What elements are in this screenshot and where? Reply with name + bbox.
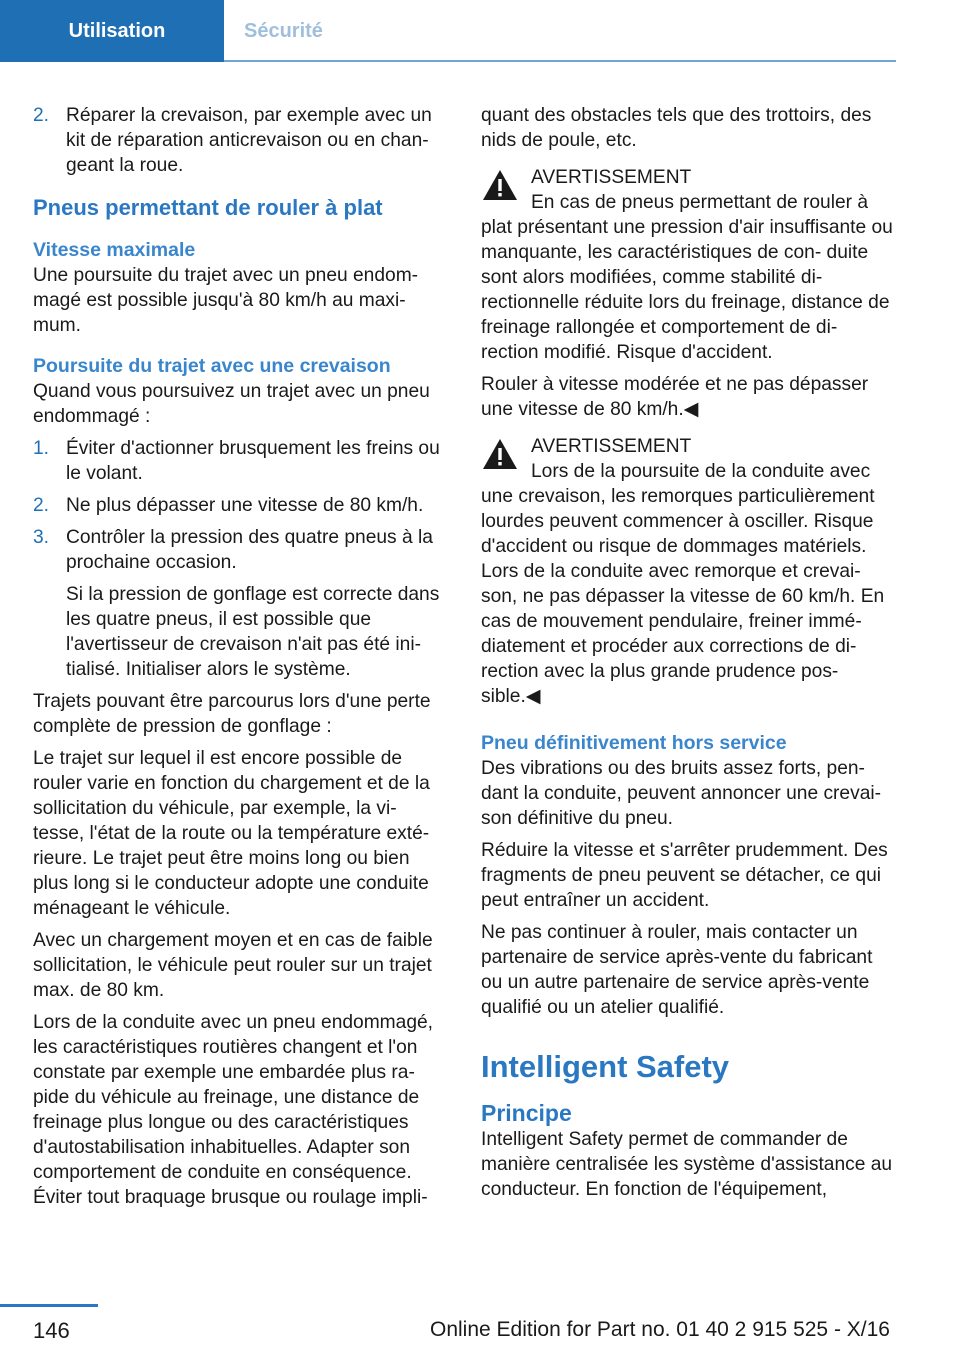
list-subtext: Si la pression de gonflage est correcte dans les quatre pneus, il est possible que l'avertisseur de crevaison n'ait pas été ini‐ tialisé. Initialiser alors le système. bbox=[66, 584, 440, 680]
paragraph: Réduire la vitesse et s'arrêter prudemment. Des fragments de pneu peuvent se détacher, ce qui peut entraîner un accident. bbox=[481, 840, 888, 911]
list-item bbox=[33, 525, 447, 682]
header-tabs bbox=[0, 0, 896, 62]
paragraph: Lors de la conduite avec un pneu endommagé, les caractéristiques routières changent et l'on constate par exemple une embardée plus ra‐ pide du véhicule au freinage, une distance de freinage plus longue ou des caractéristiques d'autostabilisation inhabituelles. Adapter son comportement de conduite en conséquence. Éviter tout braquage brusque ou roulage impli‐ bbox=[33, 1012, 434, 1208]
paragraph: Avec un chargement moyen et en cas de faible sollicitation, le véhicule peut rouler sur un trajet max. de 80 km. bbox=[33, 930, 433, 1001]
header-rule bbox=[224, 60, 896, 62]
paragraph: Des vibrations ou des bruits assez forts, pen‐ dant la conduite, peuvent annoncer une crevai‐ son définitive du pneu. bbox=[481, 758, 882, 829]
warning-block bbox=[481, 165, 895, 365]
list-number: 1. bbox=[33, 438, 50, 459]
chapter-heading: Intelligent Safety bbox=[481, 1049, 730, 1084]
list-text: Contrôler la pression des quatre pneus à la prochaine occasion. bbox=[66, 527, 433, 573]
paragraph: quant des obstacles tels que des trottoirs, des nids de poule, etc. bbox=[481, 105, 872, 151]
list-item bbox=[33, 103, 447, 178]
warning-block bbox=[481, 434, 895, 709]
paragraph: Une poursuite du trajet avec un pneu endom‐ magé est possible jusqu'à 80 km/h au maxi‐ mum. bbox=[33, 265, 419, 336]
tab-securite[interactable]: Sécurité bbox=[244, 19, 323, 42]
warning-title: AVERTISSEMENT bbox=[531, 167, 692, 188]
warning-text: En cas de pneus permettant de rouler à bbox=[531, 192, 869, 213]
left-column bbox=[33, 103, 447, 1217]
page-number: 146 bbox=[33, 1318, 70, 1343]
warning-triangle-icon bbox=[481, 168, 519, 202]
subsection-heading: Pneu définitivement hors service bbox=[481, 732, 787, 754]
warning-text: plat présentant une pression d'air insuffisante ou manquante, les caractéristiques de con‐ duite sont alors modifiées, comme stabilité di‐ rectionnelle réduite lors du freinage, distance de freinage rallongée et comportement de di‐ rection modifié. Risque d'accident. bbox=[481, 217, 893, 363]
right-column bbox=[481, 103, 895, 1209]
list-number: 2. bbox=[33, 495, 50, 516]
paragraph: Rouler à vitesse modérée et ne pas dépasser une vitesse de 80 km/h.◀ bbox=[481, 374, 869, 420]
list-text: Ne plus dépasser une vitesse de 80 km/h. bbox=[66, 495, 424, 516]
subsection-heading: Vitesse maximale bbox=[33, 239, 196, 261]
paragraph: Quand vous poursuivez un trajet avec un pneu endommagé : bbox=[33, 381, 430, 427]
list-number: 2. bbox=[33, 105, 50, 126]
subsection-heading: Poursuite du trajet avec une crevaison bbox=[33, 355, 391, 377]
paragraph: Ne pas continuer à rouler, mais contacter un partenaire de service après-vente du fabricant ou un autre partenaire de service après-vente qualifié ou un atelier qualifié. bbox=[481, 922, 873, 1018]
list-item bbox=[33, 436, 447, 486]
tab-utilisation[interactable]: Utilisation bbox=[0, 0, 224, 62]
warning-text: Lors de la poursuite de la conduite avec bbox=[531, 461, 871, 482]
footer-rule bbox=[0, 1304, 98, 1307]
section-heading: Pneus permettant de rouler à plat bbox=[33, 195, 383, 220]
paragraph: Intelligent Safety permet de commander de manière centralisée les système d'assistance au conducteur. En fonction de l'équipement, bbox=[481, 1129, 893, 1200]
section-heading: Principe bbox=[481, 1100, 572, 1126]
warning-title: AVERTISSEMENT bbox=[531, 436, 692, 457]
edition-note: Online Edition for Part no. 01 40 2 915 525 - X/16 bbox=[430, 1318, 890, 1341]
warning-text: une crevaison, les remorques particulièrement lourdes peuvent commencer à osciller. Risque d'accident ou risque de dommages matériels. Lors de la conduite avec remorque et crevai‐ son, ne pas dépasser la vitesse de 60 km/h. En cas de mouvement pendulaire, freiner immé‐ diatement et procéder aux corrections de di‐ rection avec la plus grande prudence pos‐ sible.◀ bbox=[481, 486, 885, 707]
list-item bbox=[33, 493, 447, 518]
paragraph: Trajets pouvant être parcourus lors d'une perte complète de pression de gonflage : bbox=[33, 691, 431, 737]
list-text: Réparer la crevaison, par exemple avec un kit de réparation anticrevaison ou en chan‐ geant la roue. bbox=[66, 105, 432, 176]
paragraph: Le trajet sur lequel il est encore possible de rouler varie en fonction du chargement et de la sollicitation du véhicule, par exemple, la vi‐ tesse, l'état de la route ou la température exté‐ rieure. Le trajet peut être moins long ou bien plus long si le conducteur adopte une conduite ménageant le véhicule. bbox=[33, 748, 430, 919]
warning-triangle-icon bbox=[481, 437, 519, 471]
list-text: Éviter d'actionner brusquement les freins ou le volant. bbox=[66, 438, 440, 484]
list-number: 3. bbox=[33, 527, 50, 548]
